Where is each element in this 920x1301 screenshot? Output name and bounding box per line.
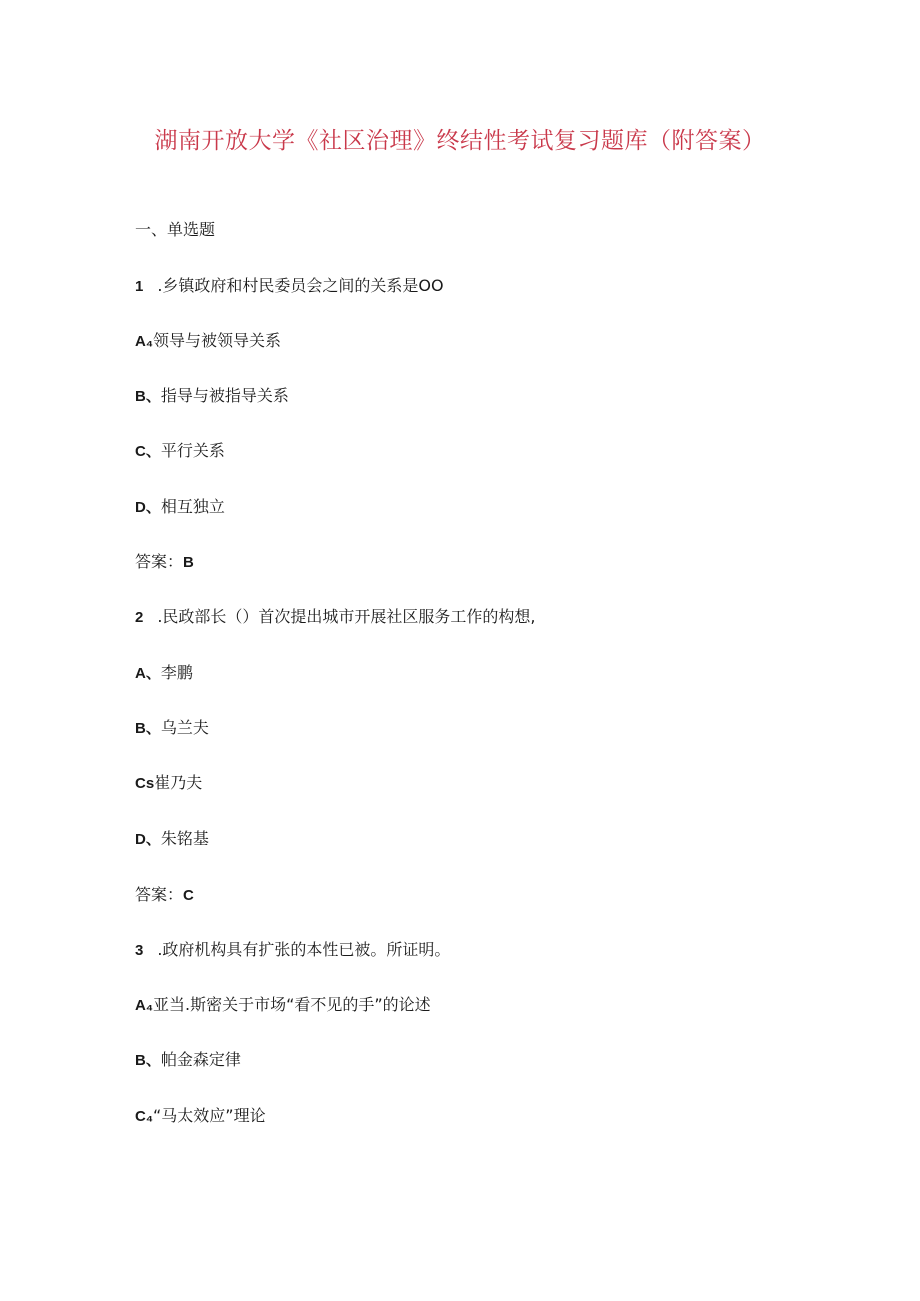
option-text: “马太效应”理论 [152,1106,266,1125]
question-number: 1 [135,278,144,295]
option-label: D、 [135,499,161,516]
option-c [135,1106,266,1127]
question-text: .民政部长（）首次提出城市开展社区服务工作的构想, [157,607,536,626]
answer-label: 答案： [135,885,184,904]
question-number: 3 [135,942,144,959]
option-label: B、 [135,388,161,405]
option-label: C₄ [135,1108,153,1125]
option-text: 崔乃夫 [154,773,203,792]
option-d [135,497,225,518]
question-2 [135,607,536,628]
option-text: 相互独立 [160,497,225,516]
option-c [135,773,202,794]
option-c [135,441,225,462]
option-a [135,331,281,352]
option-text: 乌兰夫 [160,718,209,737]
answer-label: 答案： [135,552,184,571]
document-title: 湖南开放大学《社区治理》终结性考试复习题库（附答案） [154,128,766,154]
answer-value: C [183,887,194,904]
question-text: .政府机构具有扩张的本性已被。所证明。 [157,940,451,959]
option-text: 朱铭基 [160,829,209,848]
question-1 [135,276,444,297]
option-label: Cs [135,775,155,792]
question-number: 2 [135,609,144,626]
option-label: C、 [135,443,161,460]
section-heading: 一、单选题 [135,220,216,239]
option-b [135,386,289,407]
option-text: 平行关系 [160,441,225,460]
question-text: .乡镇政府和村民委员会之间的关系是OO [157,276,444,295]
option-text: 帕金森定律 [160,1050,241,1069]
option-label: B、 [135,1052,161,1069]
option-text: 李鹏 [160,663,193,682]
answer-2 [135,885,194,906]
option-a [135,995,431,1016]
option-a [135,663,193,684]
option-b [135,1050,241,1071]
option-label: B、 [135,720,161,737]
option-label: A₄ [135,333,153,350]
option-text: 指导与被指导关系 [160,386,289,405]
option-label: A、 [135,665,161,682]
option-d [135,829,209,850]
option-label: D、 [135,831,161,848]
option-b [135,718,209,739]
answer-1 [135,552,194,573]
question-3 [135,940,450,961]
option-text: 亚当.斯密关于市场“看不见的手”的论述 [152,995,431,1014]
option-label: A₄ [135,997,153,1014]
answer-value: B [183,554,194,571]
option-text: 领导与被领导关系 [152,331,281,350]
